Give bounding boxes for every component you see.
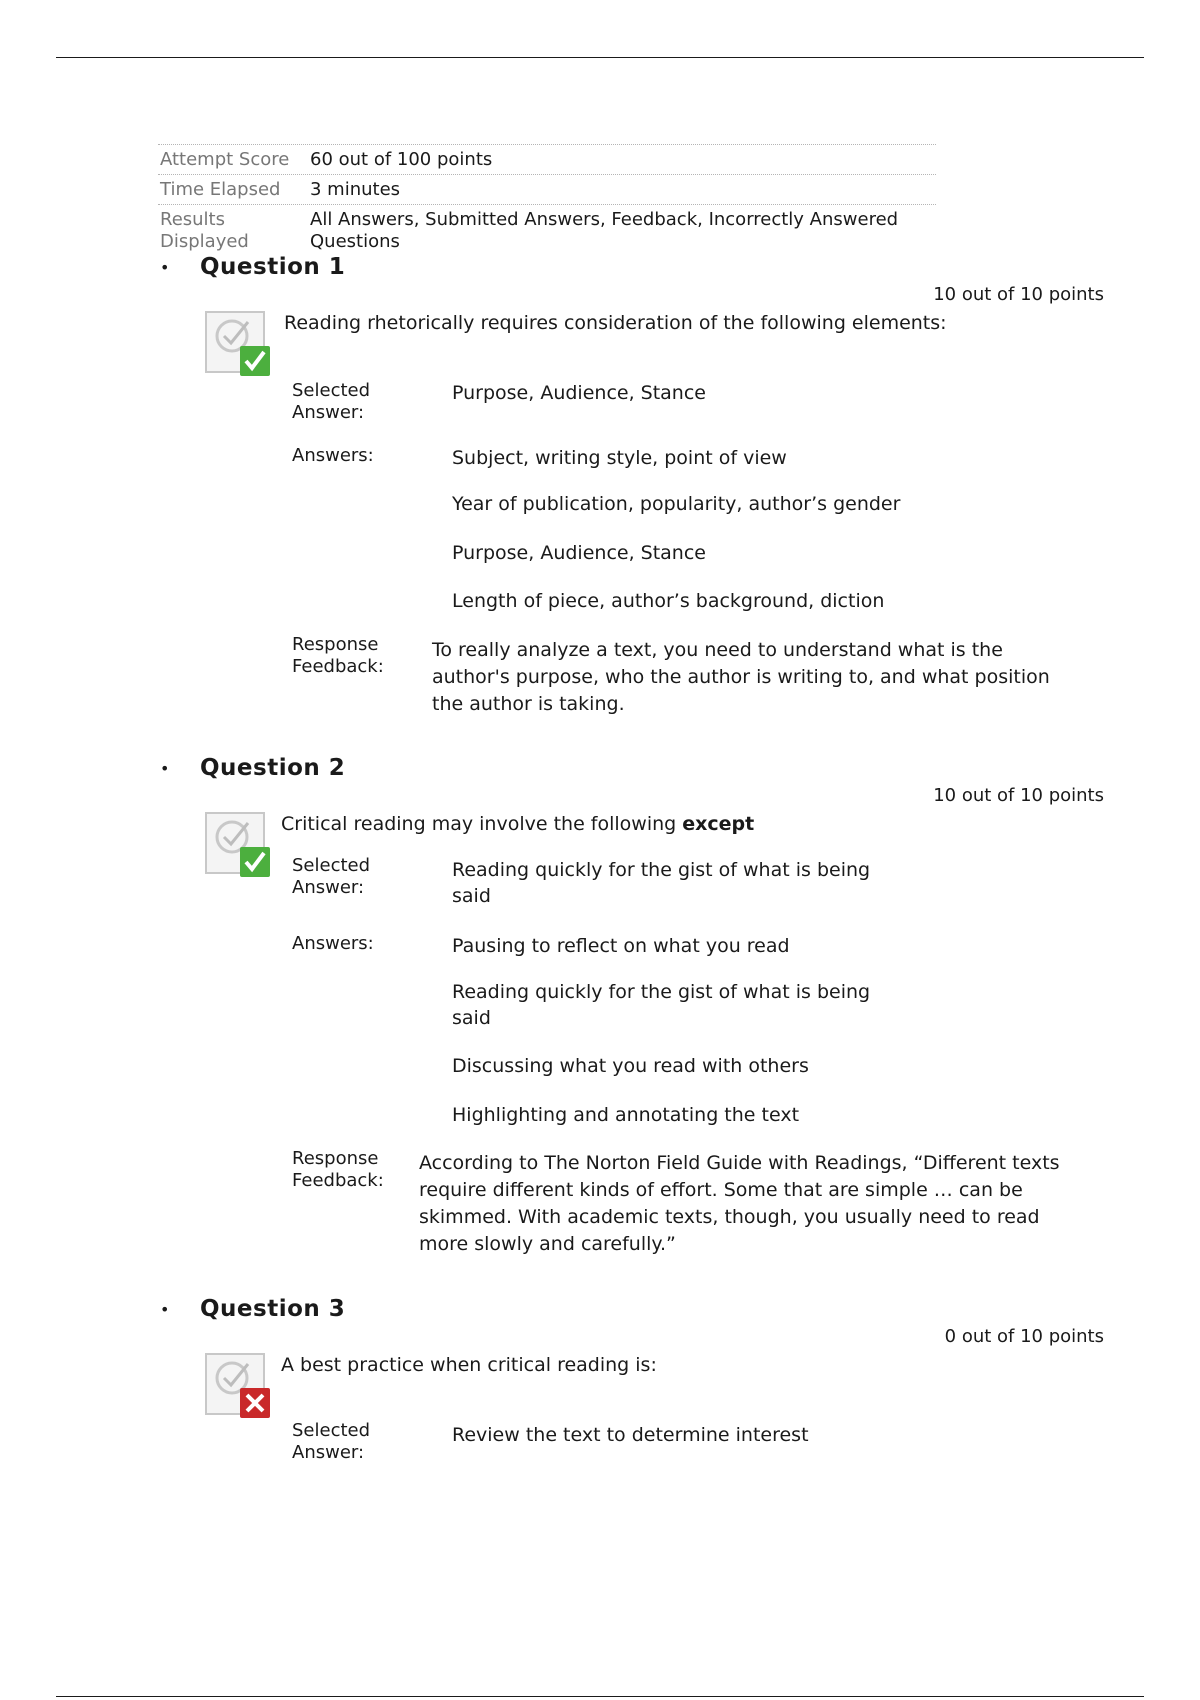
selected-answer-label: Selected Answer:: [292, 855, 371, 898]
question-title: Question 3: [200, 1296, 346, 1322]
incorrect-answer-icon: [204, 1350, 270, 1418]
question-title: Question 2: [200, 755, 346, 781]
attempt-summary: [158, 144, 936, 253]
answer-option: Discussing what you read with others: [452, 1055, 809, 1077]
answer-option: Length of piece, author’s background, diction: [452, 590, 885, 612]
bottom-divider: [56, 1696, 1144, 1697]
answer-option: Reading quickly for the gist of what is being said: [452, 981, 871, 1029]
question-points: 0 out of 10 points: [944, 1326, 1104, 1347]
answer-option: Pausing to reflect on what you read: [452, 935, 790, 957]
bullet: •: [160, 257, 170, 277]
answer-option: Purpose, Audience, Stance: [452, 542, 706, 564]
question-text: Reading rhetorically requires consideration of the following elements:: [284, 312, 947, 334]
response-feedback-label: Response Feedback:: [292, 634, 384, 677]
question-header: [160, 254, 345, 280]
selected-answer: Review the text to determine interest: [452, 1424, 809, 1446]
summary-row-results: [158, 204, 936, 253]
selected-answer: Reading quickly for the gist of what is being said: [452, 859, 871, 907]
selected-answer: Purpose, Audience, Stance: [452, 382, 706, 404]
question-points: 10 out of 10 points: [933, 284, 1104, 305]
response-feedback-label: Response Feedback:: [292, 1148, 384, 1191]
question-points: 10 out of 10 points: [933, 785, 1104, 806]
answer-option: Highlighting and annotating the text: [452, 1104, 800, 1126]
question-text: A best practice when critical reading is:: [281, 1354, 657, 1376]
answers-label: Answers:: [292, 933, 374, 954]
summary-row-score: [158, 144, 936, 174]
response-feedback: To really analyze a text, you need to understand what is the author's purpose, who the author is writing to, and what position the author is taking.: [432, 639, 1050, 715]
selected-answer-label: Selected Answer:: [292, 380, 371, 423]
selected-answer-label: Selected Answer:: [292, 1420, 371, 1463]
correct-answer-icon: [204, 308, 270, 376]
question-header: [160, 755, 345, 781]
question-header: [160, 1296, 345, 1322]
top-divider: [56, 57, 1144, 58]
bullet: •: [160, 758, 170, 778]
question-text-emphasis: except: [682, 813, 755, 835]
summary-value: All Answers, Submitted Answers, Feedback, Incorrectly Answered Questions: [310, 209, 899, 252]
question-text: [281, 813, 754, 835]
answer-option: Subject, writing style, point of view: [452, 447, 787, 469]
question-text-main: Critical reading may involve the following: [281, 813, 677, 835]
summary-value: 60 out of 100 points: [310, 149, 493, 170]
answers-label: Answers:: [292, 445, 374, 466]
summary-label: Attempt Score: [160, 149, 290, 170]
answer-option: Year of publication, popularity, author’s gender: [452, 493, 901, 515]
bullet: •: [160, 1299, 170, 1319]
summary-value: 3 minutes: [310, 179, 401, 200]
question-title: Question 1: [200, 254, 346, 280]
response-feedback: According to The Norton Field Guide with Readings, “Different texts require different kinds of effort. Some that are simple … can be skimmed. With academic texts, though, you usually need to read more slowly and carefully.”: [419, 1152, 1060, 1255]
summary-row-time: [158, 174, 936, 204]
summary-label: Results Displayed: [160, 209, 249, 252]
summary-label: Time Elapsed: [160, 179, 281, 200]
correct-answer-icon: [204, 809, 270, 877]
